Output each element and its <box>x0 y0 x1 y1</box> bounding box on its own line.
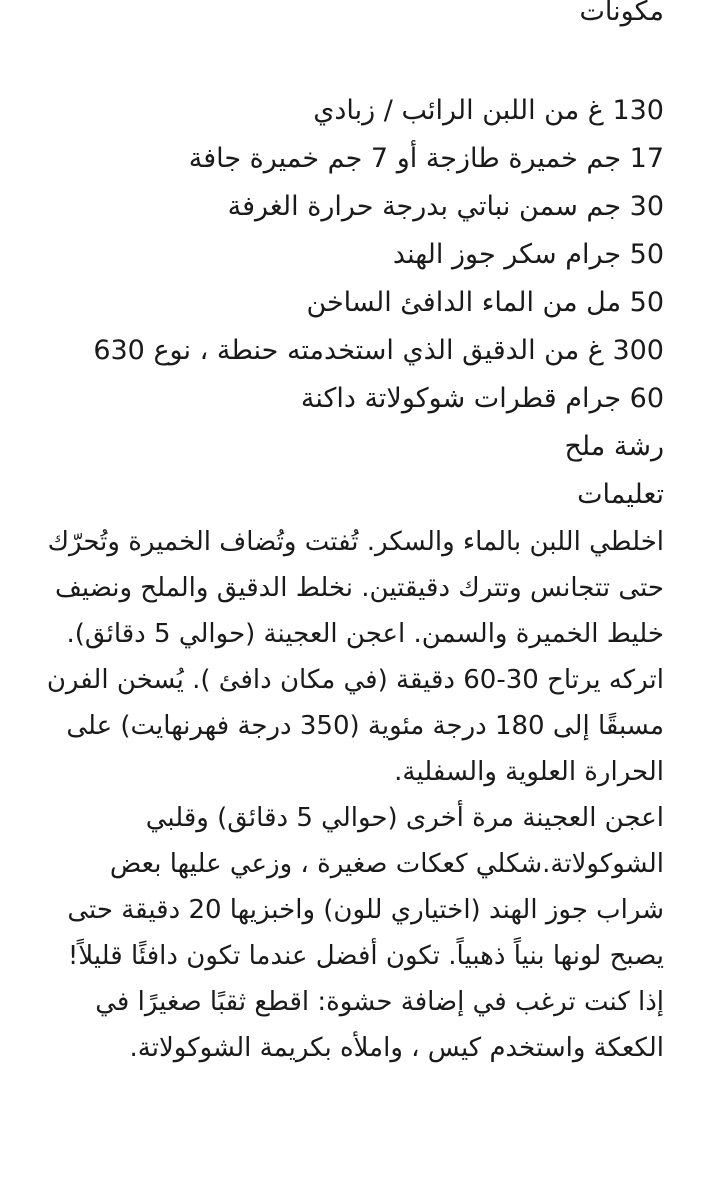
ingredient-item: 300 غ من الدقيق الذي استخدمته حنطة ، نوع 630 <box>93 335 664 366</box>
ingredient-item: 60 جرام قطرات شوكولاتة داكنة <box>300 383 664 414</box>
ingredient-item: 50 مل من الماء الدافئ الساخن <box>306 287 664 318</box>
ingredients-heading: مكونات <box>579 0 664 27</box>
ingredients-list <box>40 87 664 471</box>
instructions-heading: تعليمات <box>577 479 664 510</box>
ingredient-item: 130 غ من اللبن الرائب / زبادي <box>313 95 664 126</box>
instruction-paragraph: إذا كنت ترغب في إضافة حشوة: اقطع ثقبًا صغيرًا في الكعكة واستخدم كيس ، واملأه بكريمة الشوكولاتة. <box>95 987 664 1063</box>
instruction-paragraph: اعجن العجينة مرة أخرى (حوالي 5 دقائق) وقلبي الشوكولاتة.شكلي كعكات صغيرة ، وزعي عليها بعض شراب جوز الهند (اختياري للون) واخبزيها 20 دقيقة حتى يصبح لونها بنياً ذهبياً. تكون أفضل عندما تكون دافئًا قليلاً! <box>67 803 664 971</box>
ingredient-item: 30 جم سمن نباتي بدرجة حرارة الغرفة <box>227 191 664 222</box>
instruction-paragraph: اخلطي اللبن بالماء والسكر. تُفتت وتُضاف الخميرة وتُحرّك حتى تتجانس وتترك دقيقتين. نخلط الدقيق والملح ونضيف خليط الخميرة والسمن. اعجن العجينة (حوالي 5 دقائق). اتركه يرتاح 30-60 دقيقة (في مكان دافئ ). يُسخن الفرن مسبقًا إلى 180 درجة مئوية (350 درجة فهرنهايت) على الحرارة العلوية والسفلية. <box>46 527 664 787</box>
ingredient-item: 50 جرام سكر جوز الهند <box>392 239 664 270</box>
ingredient-item: 17 جم خميرة طازجة أو 7 جم خميرة جافة <box>188 143 664 174</box>
ingredient-item: رشة ملح <box>564 431 664 462</box>
